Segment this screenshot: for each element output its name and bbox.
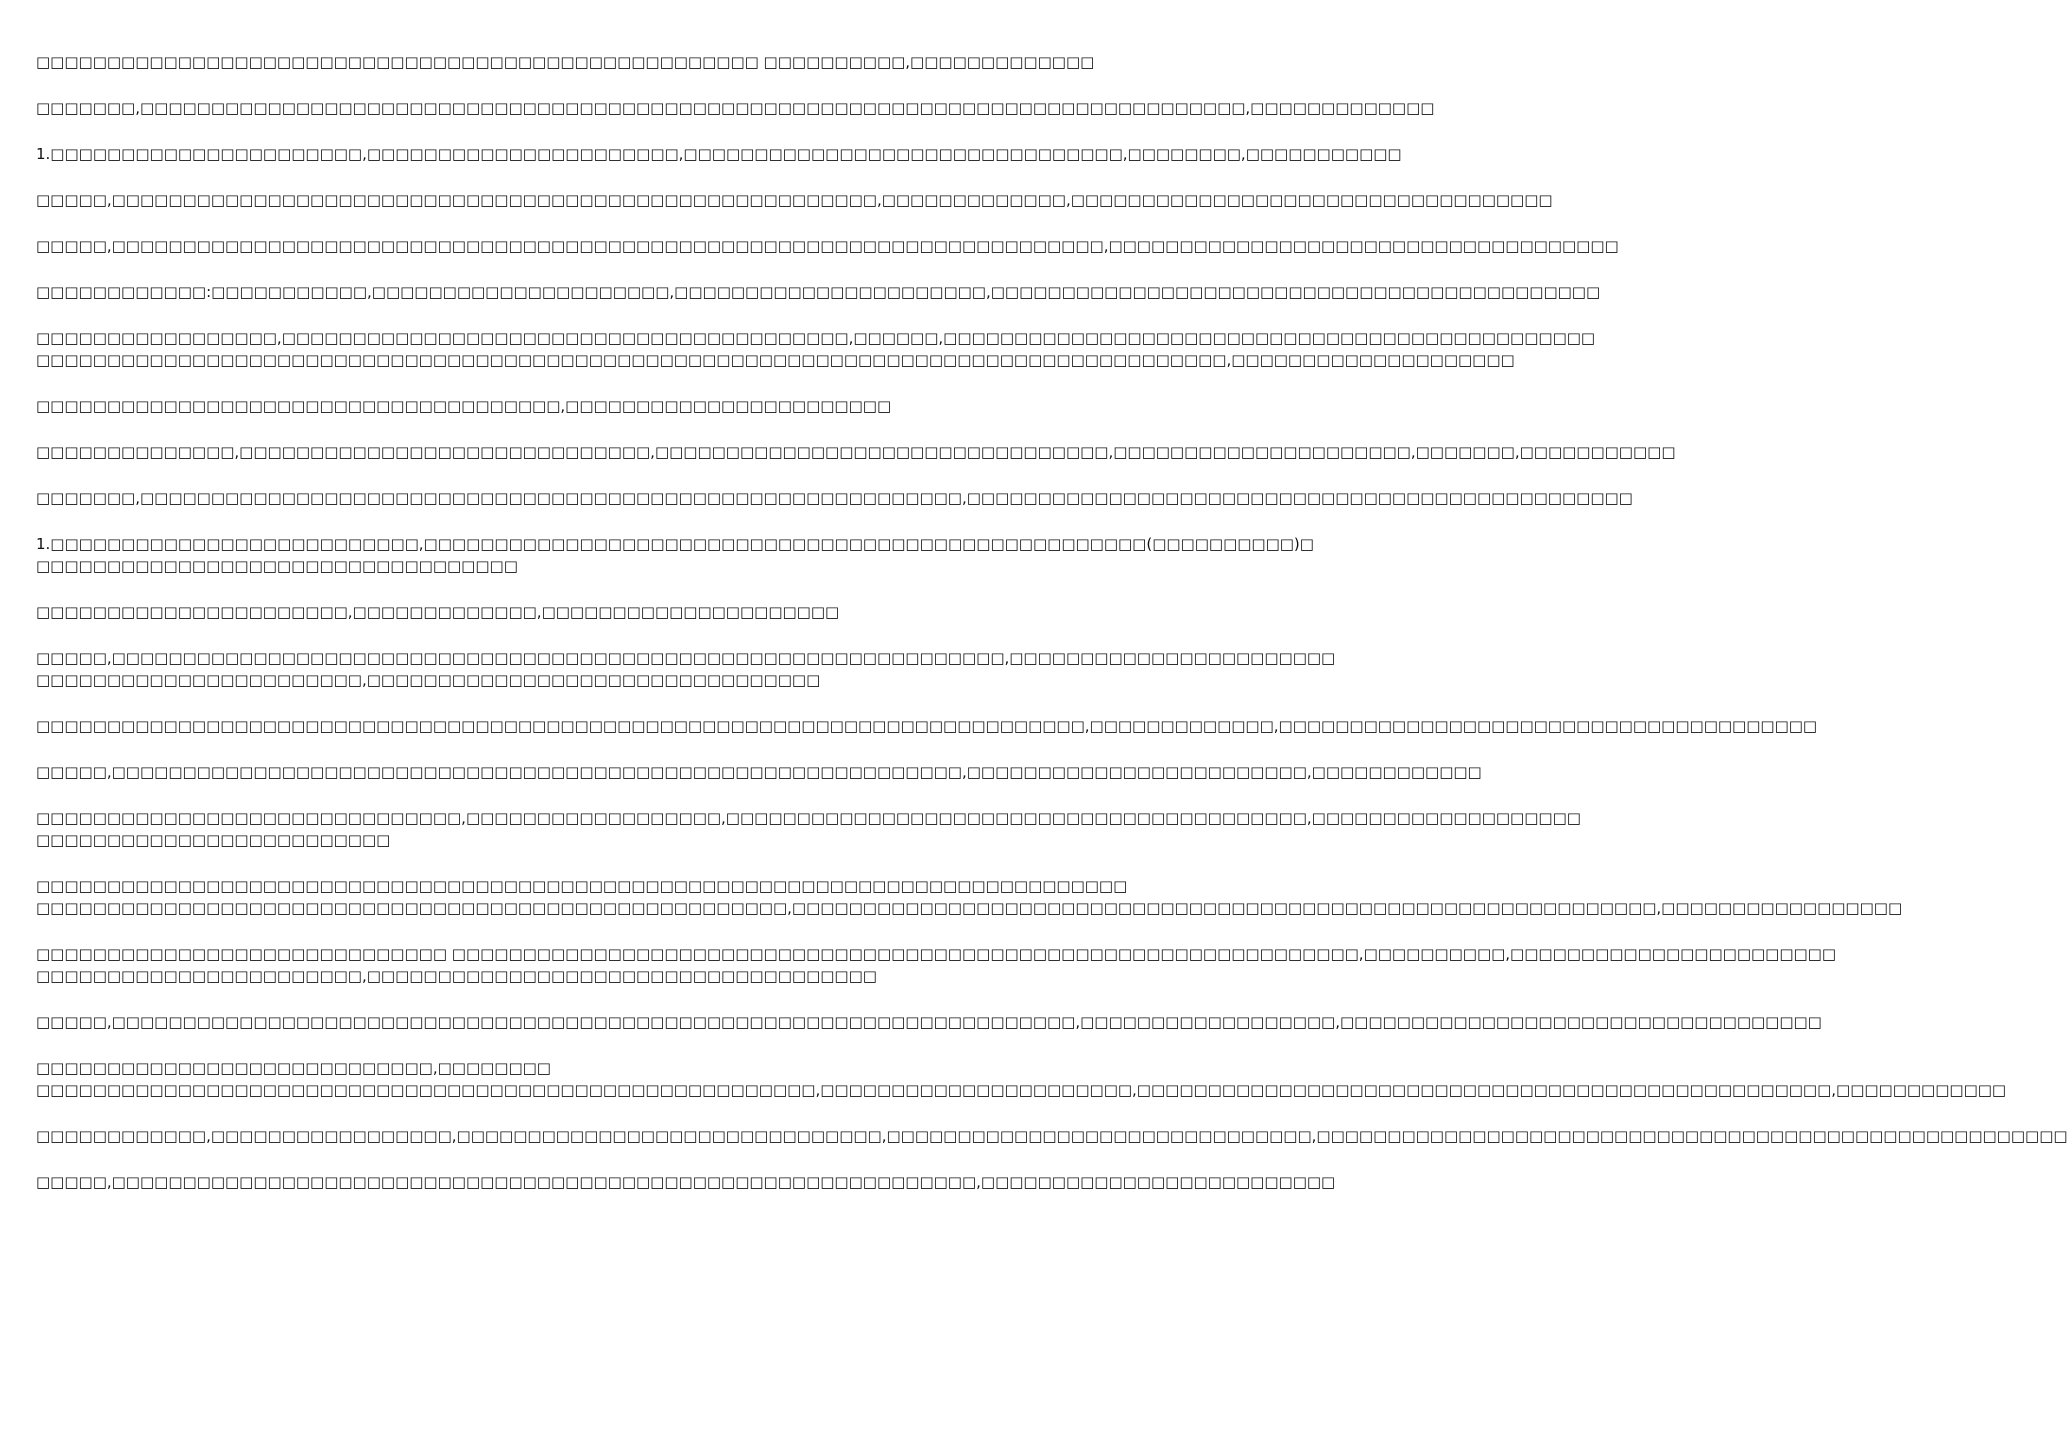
paragraph-line: □□□□□□□□□□□□□□□□□□□□□□□□□□□□□□□□□□	[36, 557, 518, 575]
paragraph-line: □□□□□□□□□□□□□□□□□□□□□□□□□□□□□□□□□□□□□□□□□□□□□□□□□□□□□□□□□□□□□□□□□□□□□□□□□□,□□□□□□□□□□□□□,□□□□□□□□□□□□□□□□□□□□□□□□□□□□□□□□□□□□□□	[36, 717, 1818, 735]
paragraph-line: 1.□□□□□□□□□□□□□□□□□□□□□□,□□□□□□□□□□□□□□□□□□□□□□,□□□□□□□□□□□□□□□□□□□□□□□□□□□□□□□,□□□□□□□□,□□□□□□□□□□□	[36, 145, 1402, 163]
paragraph-7	[36, 327, 1596, 371]
paragraph-14	[36, 715, 1818, 737]
paragraph-6	[36, 281, 1601, 303]
paragraph-11	[36, 533, 1314, 577]
paragraph-16	[36, 807, 1581, 851]
paragraph-line: □□□□□,□□□□□□□□□□□□□□□□□□□□□□□□□□□□□□□□□□□□□□□□□□□□□□□□□□□□□□□□□□□□,□□□□□□□□□□□□□□□□□□□□□□□□,□□□□□□□□□□□□	[36, 763, 1482, 781]
paragraph-line: 1.□□□□□□□□□□□□□□□□□□□□□□□□□□,□□□□□□□□□□□□□□□□□□□□□□□□□□□□□□□□□□□□□□□□□□□□□□□□□□□(□□□□□□□□□□)□	[36, 535, 1314, 553]
paragraph-line: □□□□□,□□□□□□□□□□□□□□□□□□□□□□□□□□□□□□□□□□□□□□□□□□□□□□□□□□□□□□□□□□□□□□□□□□□□,□□□□□□□□□□□□□□□□□□,□□□□□□□□□□□□□□□□□□□□□□□□□□□□□□□□□□	[36, 1013, 1822, 1031]
paragraph-line: □□□□□□□□□□□□□□□□□□□□□□□□□□□□□ □□□□□□□□□□□□□□□□□□□□□□□□□□□□□□□□□□□□□□□□□□□□□□□□□□□□□□□□□□□□□□□□,□□□□□□□□□□,□□□□□□□□□□□□□□□□□□□□□□□	[36, 945, 1837, 963]
paragraph-line: □□□□□□□□□□□□□□□□□□□□□□□□□□□□□□□□□□□□□□□□□□□□□□□□□□□□□□□□□□□□□□□□□□□□□□□□□□□□□	[36, 877, 1128, 895]
paragraph-line: □□□□□□□□□□□□,□□□□□□□□□□□□□□□□□,□□□□□□□□□□□□□□□□□□□□□□□□□□□□□□,□□□□□□□□□□□□□□□□□□□□□□□□□□□□□□,□□□□□□□□□□□□□□□□□□□□□□□□□□□□□□□□□□□□□□□□□□□□□□□□□□□□□	[36, 1127, 2068, 1145]
paragraph-1	[36, 51, 1095, 73]
paragraph-17	[36, 875, 1903, 919]
paragraph-line: □□□□□,□□□□□□□□□□□□□□□□□□□□□□□□□□□□□□□□□□□□□□□□□□□□□□□□□□□□□□□□□□□□□,□□□□□□□□□□□□□□□□□□□□□□□□□	[36, 1173, 1336, 1191]
paragraph-20	[36, 1057, 2007, 1101]
paragraph-line: □□□□□□□□□□□□□□□□□□□□□□□□□□□□□□□□□□□□□□□□□□□□□□□□□□□□□□□□□□□□□□□□□□□□□□□□□□□□□□□□□□□□,□□□□□□□□□□□□□□□□□□□□	[36, 351, 1515, 369]
paragraph-line: □□□□□□□,□□□□□□□□□□□□□□□□□□□□□□□□□□□□□□□□□□□□□□□□□□□□□□□□□□□□□□□□□□□□□□□□□□□□□□□□□□□□□□,□□□□□□□□□□□□□	[36, 99, 1435, 117]
paragraph-line: □□□□□□□□□□□□:□□□□□□□□□□□,□□□□□□□□□□□□□□□□□□□□□,□□□□□□□□□□□□□□□□□□□□□□,□□□□□□□□□□□□□□□□□□□□□□□□□□□□□□□□□□□□□□□□□□□	[36, 283, 1601, 301]
paragraph-2	[36, 97, 1435, 119]
paragraph-line: □□□□□□□□□□□□□□□□□□□□□□,□□□□□□□□□□□□□,□□□□□□□□□□□□□□□□□□□□□	[36, 603, 840, 621]
paragraph-4	[36, 189, 1553, 211]
paragraph-8	[36, 395, 990, 417]
paragraph-19	[36, 1011, 1822, 1033]
paragraph-line: □□□□□□□□□□□□□□□□□□□□□□□□□□□□□□,□□□□□□□□□□□□□□□□□□,□□□□□□□□□□□□□□□□□□□□□□□□□□□□□□□□□□□□□□□□□,□□□□□□□□□□□□□□□□□□□	[36, 809, 1581, 827]
paragraph-line: □□□□□□□□□□□□□□□□□□□□□□□□□	[36, 831, 391, 849]
document-body	[36, 51, 2068, 1217]
paragraph-line: □□□□□□□□□□□□□□□□□□□□□□□□□□□□□□□□□□□□□□□□□□□□□□□□□□□□□□□,□□□□□□□□□□□□□□□□□□□□□□,□□□□□□□□□□□□□□□□□□□□□□□□□□□□□□□□□□□□□□□□□□□□□□□□□,□□□□□□□□□□□□	[36, 1081, 2007, 1099]
paragraph-5	[36, 235, 1619, 257]
paragraph-3	[36, 143, 1402, 165]
paragraph-line: □□□□□□□□□□□□□□□□□□□□□□□□□□□□□□□□□□□□□,□□□□□□□□□□□□□□□□□□□□□□□	[36, 397, 892, 415]
paragraph-line: □□□□□□□□□□□□□□□□□□□□□□□□□□□□□□□□□□□□□□□□□□□□□□□□□□□ □□□□□□□□□□,□□□□□□□□□□□□□	[36, 53, 1095, 71]
paragraph-10	[36, 487, 1633, 509]
paragraph-line: □□□□□□□,□□□□□□□□□□□□□□□□□□□□□□□□□□□□□□□□□□□□□□□□□□□□□□□□□□□□□□□□□□,□□□□□□□□□□□□□□□□□□□□□□□□□□□□□□□□□□□□□□□□□□□□□□□	[36, 489, 1633, 507]
paragraph-21	[36, 1125, 2068, 1147]
paragraph-line: □□□□□,□□□□□□□□□□□□□□□□□□□□□□□□□□□□□□□□□□□□□□□□□□□□□□□□□□□□□□,□□□□□□□□□□□□□,□□□□□□□□□□□□□□□□□□□□□□□□□□□□□□□□□□	[36, 191, 1553, 209]
paragraph-15	[36, 761, 1482, 783]
paragraph-line: □□□□□□□□□□□□□□□□□□□□□□□□□□□□□□□□□□□□□□□□□□□□□□□□□□□□□,□□□□□□□□□□□□□□□□□□□□□□□□□□□□□□□□□□□□□□□□□□□□□□□□□□□□□□□□□□□□□,□□□□□□□□□□□□□□□□□	[36, 899, 1903, 917]
paragraph-line: □□□□□□□□□□□□□□□□□,□□□□□□□□□□□□□□□□□□□□□□□□□□□□□□□□□□□□□□□□,□□□□□□,□□□□□□□□□□□□□□□□□□□□□□□□□□□□□□□□□□□□□□□□□□□□□□	[36, 329, 1596, 347]
paragraph-9	[36, 441, 1676, 463]
paragraph-22	[36, 1171, 1336, 1193]
paragraph-line: □□□□□□□□□□□□□□□□□□□□□□□□□□□□,□□□□□□□□	[36, 1059, 551, 1077]
paragraph-line: □□□□□□□□□□□□□□□□□□□□□□□,□□□□□□□□□□□□□□□□□□□□□□□□□□□□□□□□	[36, 671, 821, 689]
paragraph-line: □□□□□□□□□□□□□□□□□□□□□□□,□□□□□□□□□□□□□□□□□□□□□□□□□□□□□□□□□□□□	[36, 967, 877, 985]
paragraph-line: □□□□□□□□□□□□□□,□□□□□□□□□□□□□□□□□□□□□□□□□□□□□,□□□□□□□□□□□□□□□□□□□□□□□□□□□□□□□□,□□□□□□□□□□□□□□□□□□□□□,□□□□□□□,□□□□□□□□□□□	[36, 443, 1676, 461]
paragraph-line: □□□□□,□□□□□□□□□□□□□□□□□□□□□□□□□□□□□□□□□□□□□□□□□□□□□□□□□□□□□□□□□□□□□□□□□□□□□□,□□□□□□□□□□□□□□□□□□□□□□□□□□□□□□□□□□□□	[36, 237, 1619, 255]
paragraph-line: □□□□□,□□□□□□□□□□□□□□□□□□□□□□□□□□□□□□□□□□□□□□□□□□□□□□□□□□□□□□□□□□□□□□□,□□□□□□□□□□□□□□□□□□□□□□□	[36, 649, 1336, 667]
paragraph-12	[36, 601, 990, 623]
paragraph-18	[36, 943, 1837, 987]
paragraph-13	[36, 647, 1336, 691]
